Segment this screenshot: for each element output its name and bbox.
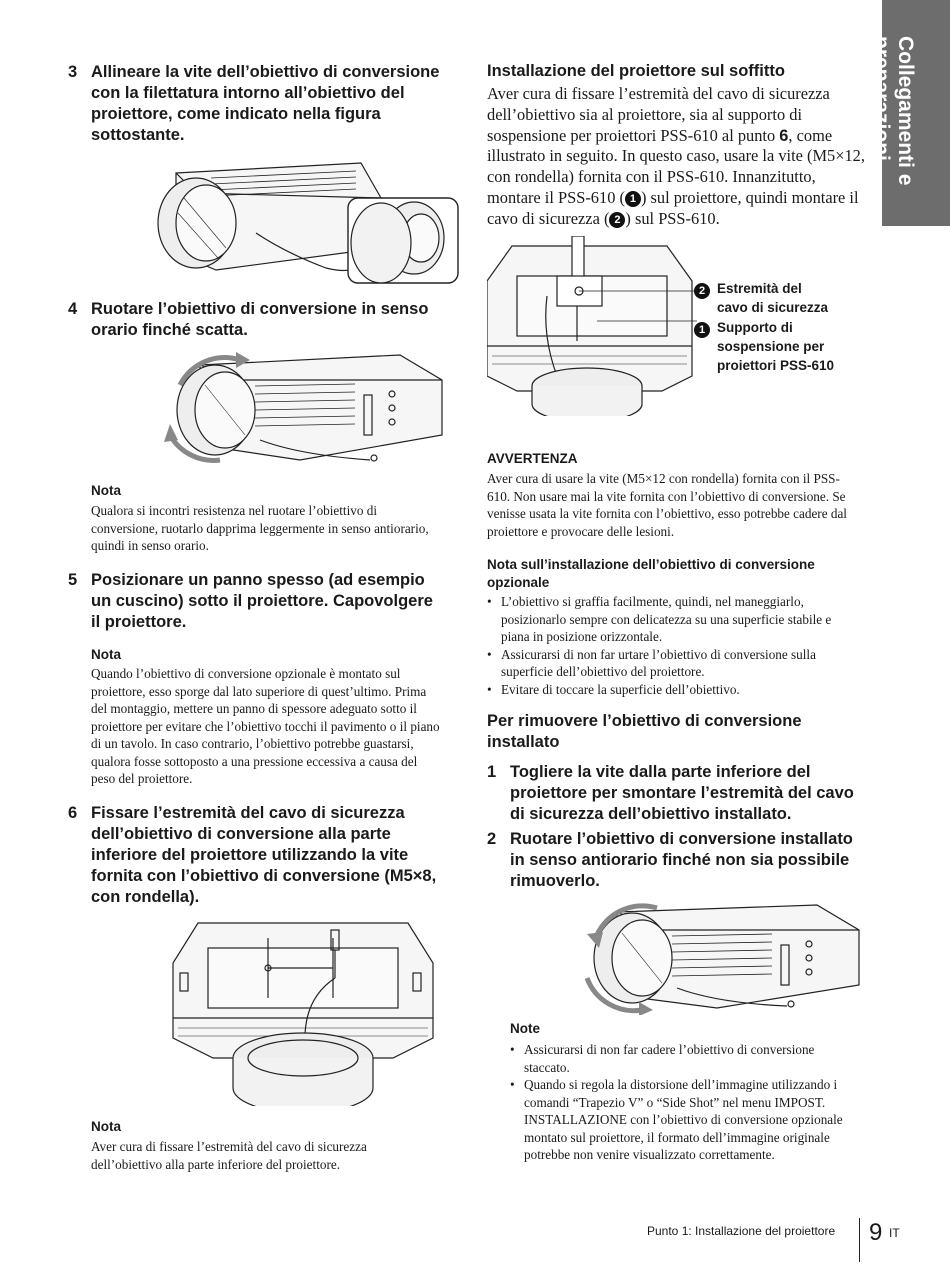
remove-lens-figure [577, 900, 867, 1015]
callout-pss610-bracket: 1 Supporto di sospensione per proiettori PSS-610 [694, 318, 834, 375]
remove-title: Per rimuovere l’obiettivo di conversione installato [487, 712, 802, 751]
lens-alignment-figure [156, 158, 462, 286]
nota-2-text: Quando l’obiettivo di conversione opzionale è montato sul proiettore, esso sporge dal lato superiore di quest’ultimo. Prima del montaggio, mettere un panno di spessore adeguato sotto il proiettore per evitare che l’obiettivo tocchi il pavimento o il piano di un tavolo. In caso contrario, l’obiettivo potrebbe guastarsi, qualora fosse sottoposto a una pressione eccessiva a causa del peso del proiettore. [91, 666, 440, 786]
remove-step-1: 1 Togliere la vite dalla parte inferiore del proiettore per smontare l’estremità del cavo di sicurezza dell’obiettivo installato. [487, 763, 854, 823]
nota-1-title: Nota [91, 483, 121, 498]
section-tab-label: Collegamenti e preparazioni [870, 36, 917, 186]
step-4: 4 Ruotare l’obiettivo di conversione in senso orario finché scatta. [68, 300, 429, 339]
ceiling-title: Installazione del proiettore sul soffitto [487, 62, 785, 80]
nota-3-title: Nota [91, 1119, 121, 1134]
note-item: • Assicurarsi di non far cadere l’obiettivo di conversione staccato. [510, 1041, 860, 1076]
ceiling-mount-figure [487, 236, 697, 416]
callout-safety-cable-end: 2 Estremità del cavo di sicurezza [694, 279, 828, 317]
rotate-lens-figure [160, 350, 454, 468]
marker-2: 2 [609, 212, 625, 228]
note-list [510, 1041, 860, 1164]
warning-title: AVVERTENZA [487, 451, 578, 466]
remove-step-2: 2 Ruotare l’obiettivo di conversione installato in senso antiorario finché non sia possibile rimuoverlo. [487, 830, 853, 890]
step-ref: 6 [779, 126, 789, 145]
ceiling-paragraph: Aver cura di fissare l’estremità del cavo di sicurezza dell’obiettivo sia al proiettore, sia al supporto di sospensione per proiettori PSS-610 al punto 6, come illustrato in seguito. In questo caso, usare la vite (M5×12, con rondella) fornita con il PSS-610. Innanzitutto, montare il PSS-610 ( 1 ) sul proiettore, quindi montare il cavo di sicurezza ( 2 ) sul PSS-610. [487, 84, 865, 228]
callout-marker-2: 2 [694, 283, 710, 299]
step-6: 6 Fissare l’estremità del cavo di sicurezza dell’obiettivo di conversione alla parte inferiore del proiettore utilizzando la vite fornita con l’obiettivo di conversione (M5×8, con rondella). [68, 804, 437, 906]
install-note-item: • L’obiettivo si graffia facilmente, quindi, nel maneggiarlo, posizionarlo sempre con delicatezza su una superficie stabile e piana in posizione orizzontale. [487, 593, 862, 646]
step-3: 3 Allineare la vite dell’obiettivo di conversione con la filettatura intorno all’obiettivo del proiettore, come indicato nella figura sottostante. [68, 63, 440, 144]
install-note-item: • Evitare di toccare la superficie dell’obiettivo. [487, 681, 862, 699]
install-note-title: Nota sull’installazione dell’obiettivo di conversione opzionale [487, 557, 815, 590]
step-5: 5 Posizionare un panno spesso (ad esempio un cuscino) sotto il proiettore. Capovolgere il proiettore. [68, 571, 433, 631]
page-language: IT [889, 1226, 900, 1240]
safety-cable-figure [168, 918, 436, 1106]
marker-1: 1 [625, 191, 641, 207]
footer-divider [859, 1218, 860, 1262]
note-title: Note [510, 1021, 540, 1036]
nota-2-title: Nota [91, 647, 121, 662]
note-item: • Quando si regola la distorsione dell’immagine utilizzando i comandi “Trapezio V” o “Side Shot” nel menu IMPOST. INSTALLAZIONE con l’obiettivo di conversione opzionale montato sul proiettore, il formato dell’immagine originale potrebbe non venire visualizzato correttamente. [510, 1076, 860, 1164]
nota-1-text: Qualora si incontri resistenza nel ruotare l’obiettivo di conversione, ruotarlo dapprima leggermente in senso antiorario, quindi in senso orario. [91, 503, 429, 553]
page-number: 9 [869, 1219, 883, 1246]
install-note-list [487, 593, 862, 698]
install-note-item: • Assicurarsi di non far urtare l’obiettivo di conversione sulla superficie dell’obiettivo del proiettore. [487, 646, 862, 681]
callout-marker-1: 1 [694, 322, 710, 338]
footer-section: Punto 1: Installazione del proiettore [647, 1224, 836, 1238]
warning-text: Aver cura di usare la vite (M5×12 con rondella) fornita con il PSS-610. Non usare mai la vite fornita con l’obiettivo di conversione. Se venisse usata la vite fornita con l’obiettivo, esso potrebbe cadere dal proiettore e provocare delle lesioni. [487, 471, 847, 539]
nota-3-text: Aver cura di fissare l’estremità del cavo di sicurezza dell’obiettivo alla parte inferiore del proiettore. [91, 1139, 367, 1172]
